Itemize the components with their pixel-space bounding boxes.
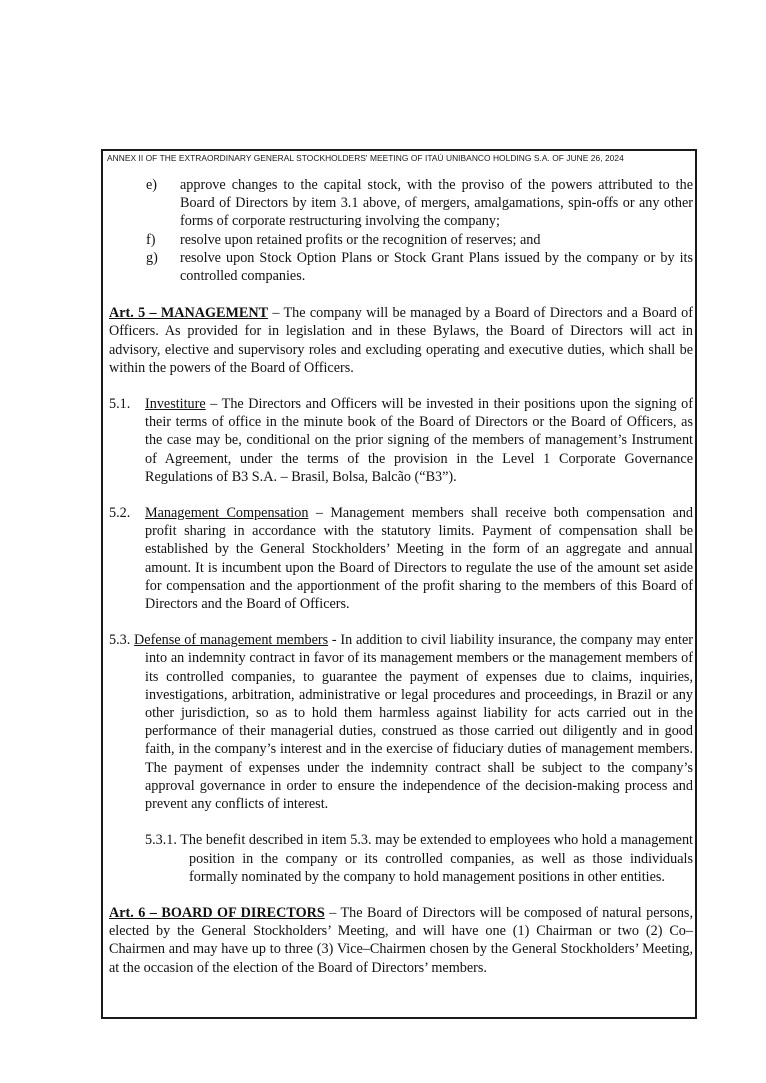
item-text: – The Directors and Officers will be invested in their positions upon the signing of their terms of office in the minute book of the Board of Directors or the Board of Officers, as the case may be, conditional on the prior signing of the members of management’s Instrument of Agreement, under the terms of the provision in the Level 1 Corporate Governance Regulations of B3 S.A. – Brasil, Bolsa, Balcão (“B3”). bbox=[145, 396, 693, 485]
item-5-3-1 bbox=[109, 831, 693, 886]
art5-text: – The company will be managed by a Board of Directors and a Board of Officers. As provided for in legislation and in these Bylaws, the Board of Directors will act in advisory, elective and supervisory roles and excluding operating and executive duties, which shall be within the powers of the Board of Officers. bbox=[109, 305, 693, 376]
item-text: – Management members shall receive both compensation and profit sharing in accordance with the statutory limits. Payment of compensation shall be established by the General Stockholders’ Meeting in the form of an aggregate and annual amount. It is incumbent upon the Board of Directors to regulate the use of the amount set aside for compensation and the apportionment of the profit sharing to the members of this Board of Directors and the Board of Officers. bbox=[145, 505, 694, 613]
item-number: 5.2. bbox=[109, 505, 131, 522]
art6-title: Art. 6 – BOARD OF DIRECTORS bbox=[109, 904, 325, 921]
list-text: approve changes to the capital stock, with the proviso of the powers attributed to the Board of Directors by item 3.1 above, of mergers, amalgamations, spin-offs or any other forms of corporate restructuring involving the company; bbox=[180, 177, 693, 230]
item-5-2 bbox=[109, 504, 693, 613]
list-marker: f) bbox=[146, 231, 156, 248]
item-text: The benefit described in item 5.3. may be extended to employees who hold a management position in the company or its controlled companies, as well as those individuals formally nominated by the company to hold management positions in other entities. bbox=[176, 832, 693, 885]
art5-title: Art. 5 – MANAGEMENT bbox=[109, 305, 269, 322]
item-title: Defense of management members bbox=[134, 632, 329, 649]
item-text: - In addition to civil liability insurance, the company may enter into an indemnity contract in favor of its management members or the management members of its controlled companies, to guarantee the payment of expenses due to claims, inquiries, investigations, arbitration, administrative or legal procedures and proceedings, in Brazil or any other jurisdiction, so as to hold them harmless against liability for acts carried out in the performance of their managerial duties, construed as those carried out diligently and in good faith, in the company’s interest and in the exercise of fiduciary duties of management members. The payment of expenses under the indemnity contract shall be subject to the company’s approval governance in order to ensure the independence of the decision-making process and prevent any conflicts of interest. bbox=[145, 632, 693, 813]
item-title: Management Compensation bbox=[145, 505, 309, 522]
item-5-1 bbox=[109, 395, 693, 486]
art6-text: – The Board of Directors will be composed of natural persons, elected by the General Stockholders’ Meeting, and will have one (1) Chairman or two (2) Co–Chairmen and may have up to three (3) Vice–Chairmen chosen by the General Stockholders’ Meeting, at the occasion of the election of the Board of Directors’ members. bbox=[109, 904, 694, 976]
list-marker: g) bbox=[146, 249, 158, 266]
list-item bbox=[109, 249, 693, 285]
list-marker: e) bbox=[146, 177, 158, 193]
document-header: ANNEX II OF THE EXTRAORDINARY GENERAL STOCKHOLDERS' MEETING OF ITAÚ UNIBANCO HOLDING S.A. OF JUNE 26, 2024 bbox=[107, 153, 624, 163]
art6-paragraph bbox=[109, 904, 693, 977]
item-5-3 bbox=[109, 631, 693, 813]
document-body bbox=[109, 176, 693, 977]
art5-paragraph bbox=[109, 304, 693, 377]
list-text: resolve upon retained profits or the recognition of reserves; and bbox=[180, 231, 541, 248]
list-item bbox=[109, 176, 693, 231]
item-number: 5.1. bbox=[109, 396, 131, 413]
list-text: resolve upon Stock Option Plans or Stock Grant Plans issued by the company or by its controlled companies. bbox=[180, 249, 693, 285]
item-number: 5.3. bbox=[109, 632, 135, 649]
list-item bbox=[109, 231, 693, 249]
item-number: 5.3.1. bbox=[145, 832, 177, 849]
item-title: Investiture bbox=[145, 396, 206, 413]
